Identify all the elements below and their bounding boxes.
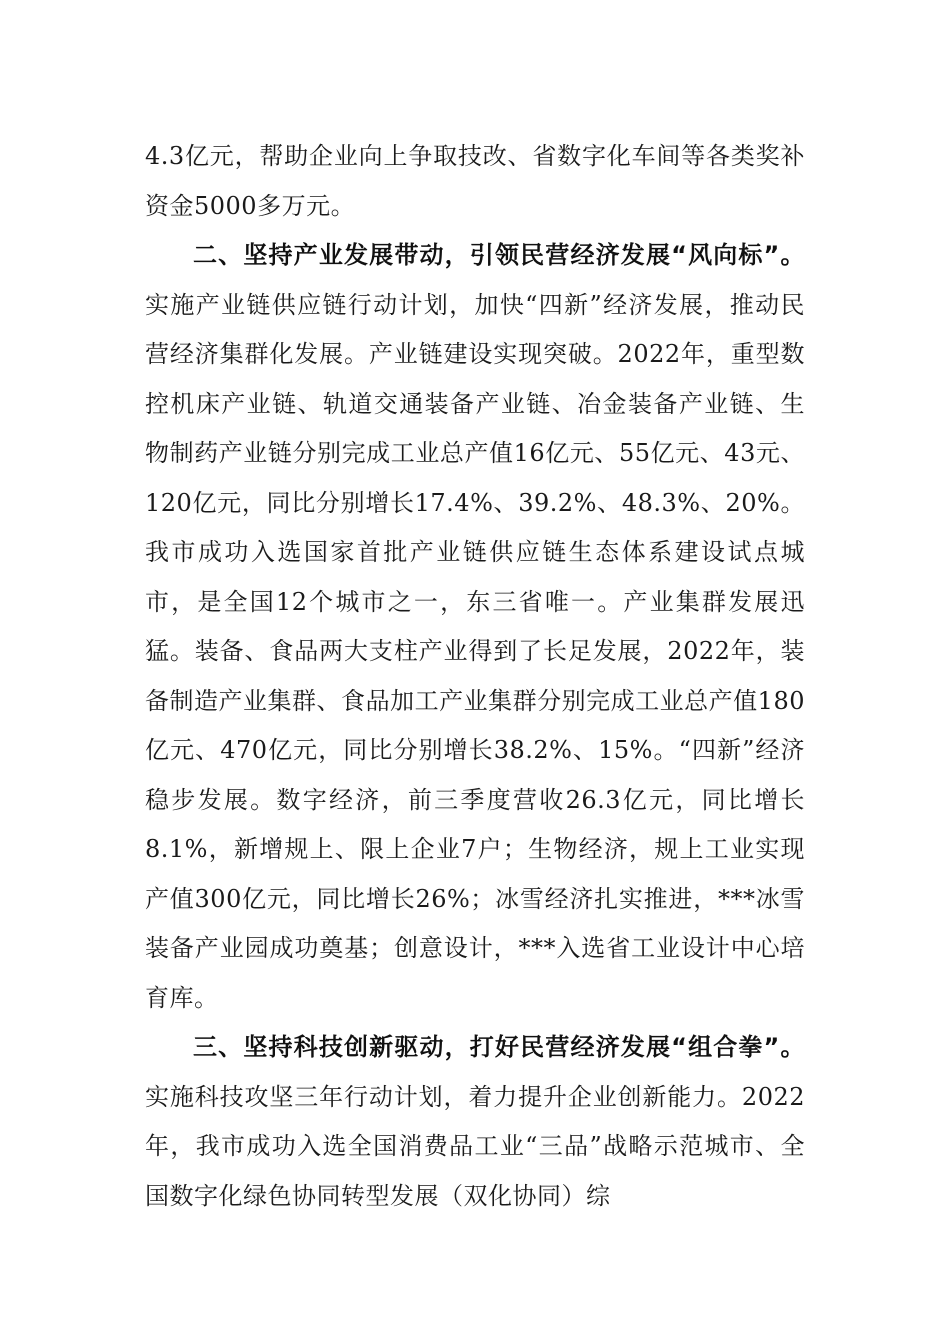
section-heading: 二、坚持产业发展带动，引领民营经济发展“风向标”。 xyxy=(193,241,805,269)
paragraph-continuation xyxy=(145,132,805,231)
paragraph-text: 实施科技攻坚三年行动计划，着力提升企业创新能力。2022年，我市成功入选全国消费品工业“三品”战略示范城市、全国数字化绿色协同转型发展（双化协同）综 xyxy=(145,1082,805,1210)
paragraph-section-three xyxy=(145,1023,805,1221)
paragraph-text: 4.3亿元，帮助企业向上争取技改、省数字化车间等各类奖补资金5000多万元。 xyxy=(145,142,805,220)
section-heading: 三、坚持科技创新驱动，打好民营经济发展“组合拳”。 xyxy=(193,1033,805,1061)
document-body xyxy=(145,132,805,1221)
paragraph-text: 实施产业链供应链行动计划，加快“四新”经济发展，推动民营经济集群化发展。产业链建设实现突破。2022年，重型数控机床产业链、轨道交通装备产业链、冶金装备产业链、生物制药产业链分别完成工业总产值16亿元、55亿元、43元、120亿元，同比分别增长17.4%、39.2%、48.3%、20%。我市成功入选国家首批产业链供应链生态体系建设试点城市，是全国12个城市之一，东三省唯一。产业集群发展迅猛。装备、食品两大支柱产业得到了长足发展，2022年，装备制造产业集群、食品加工产业集群分别完成工业总产值180亿元、470亿元，同比分别增长38.2%、15%。“四新”经济稳步发展。数字经济，前三季度营收26.3亿元，同比增长8.1%，新增规上、限上企业7户；生物经济，规上工业实现产值300亿元，同比增长26%；冰雪经济扎实推进，***冰雪装备产业园成功奠基；创意设计，***入选省工业设计中心培育库。 xyxy=(145,290,805,1012)
paragraph-section-two xyxy=(145,231,805,1023)
